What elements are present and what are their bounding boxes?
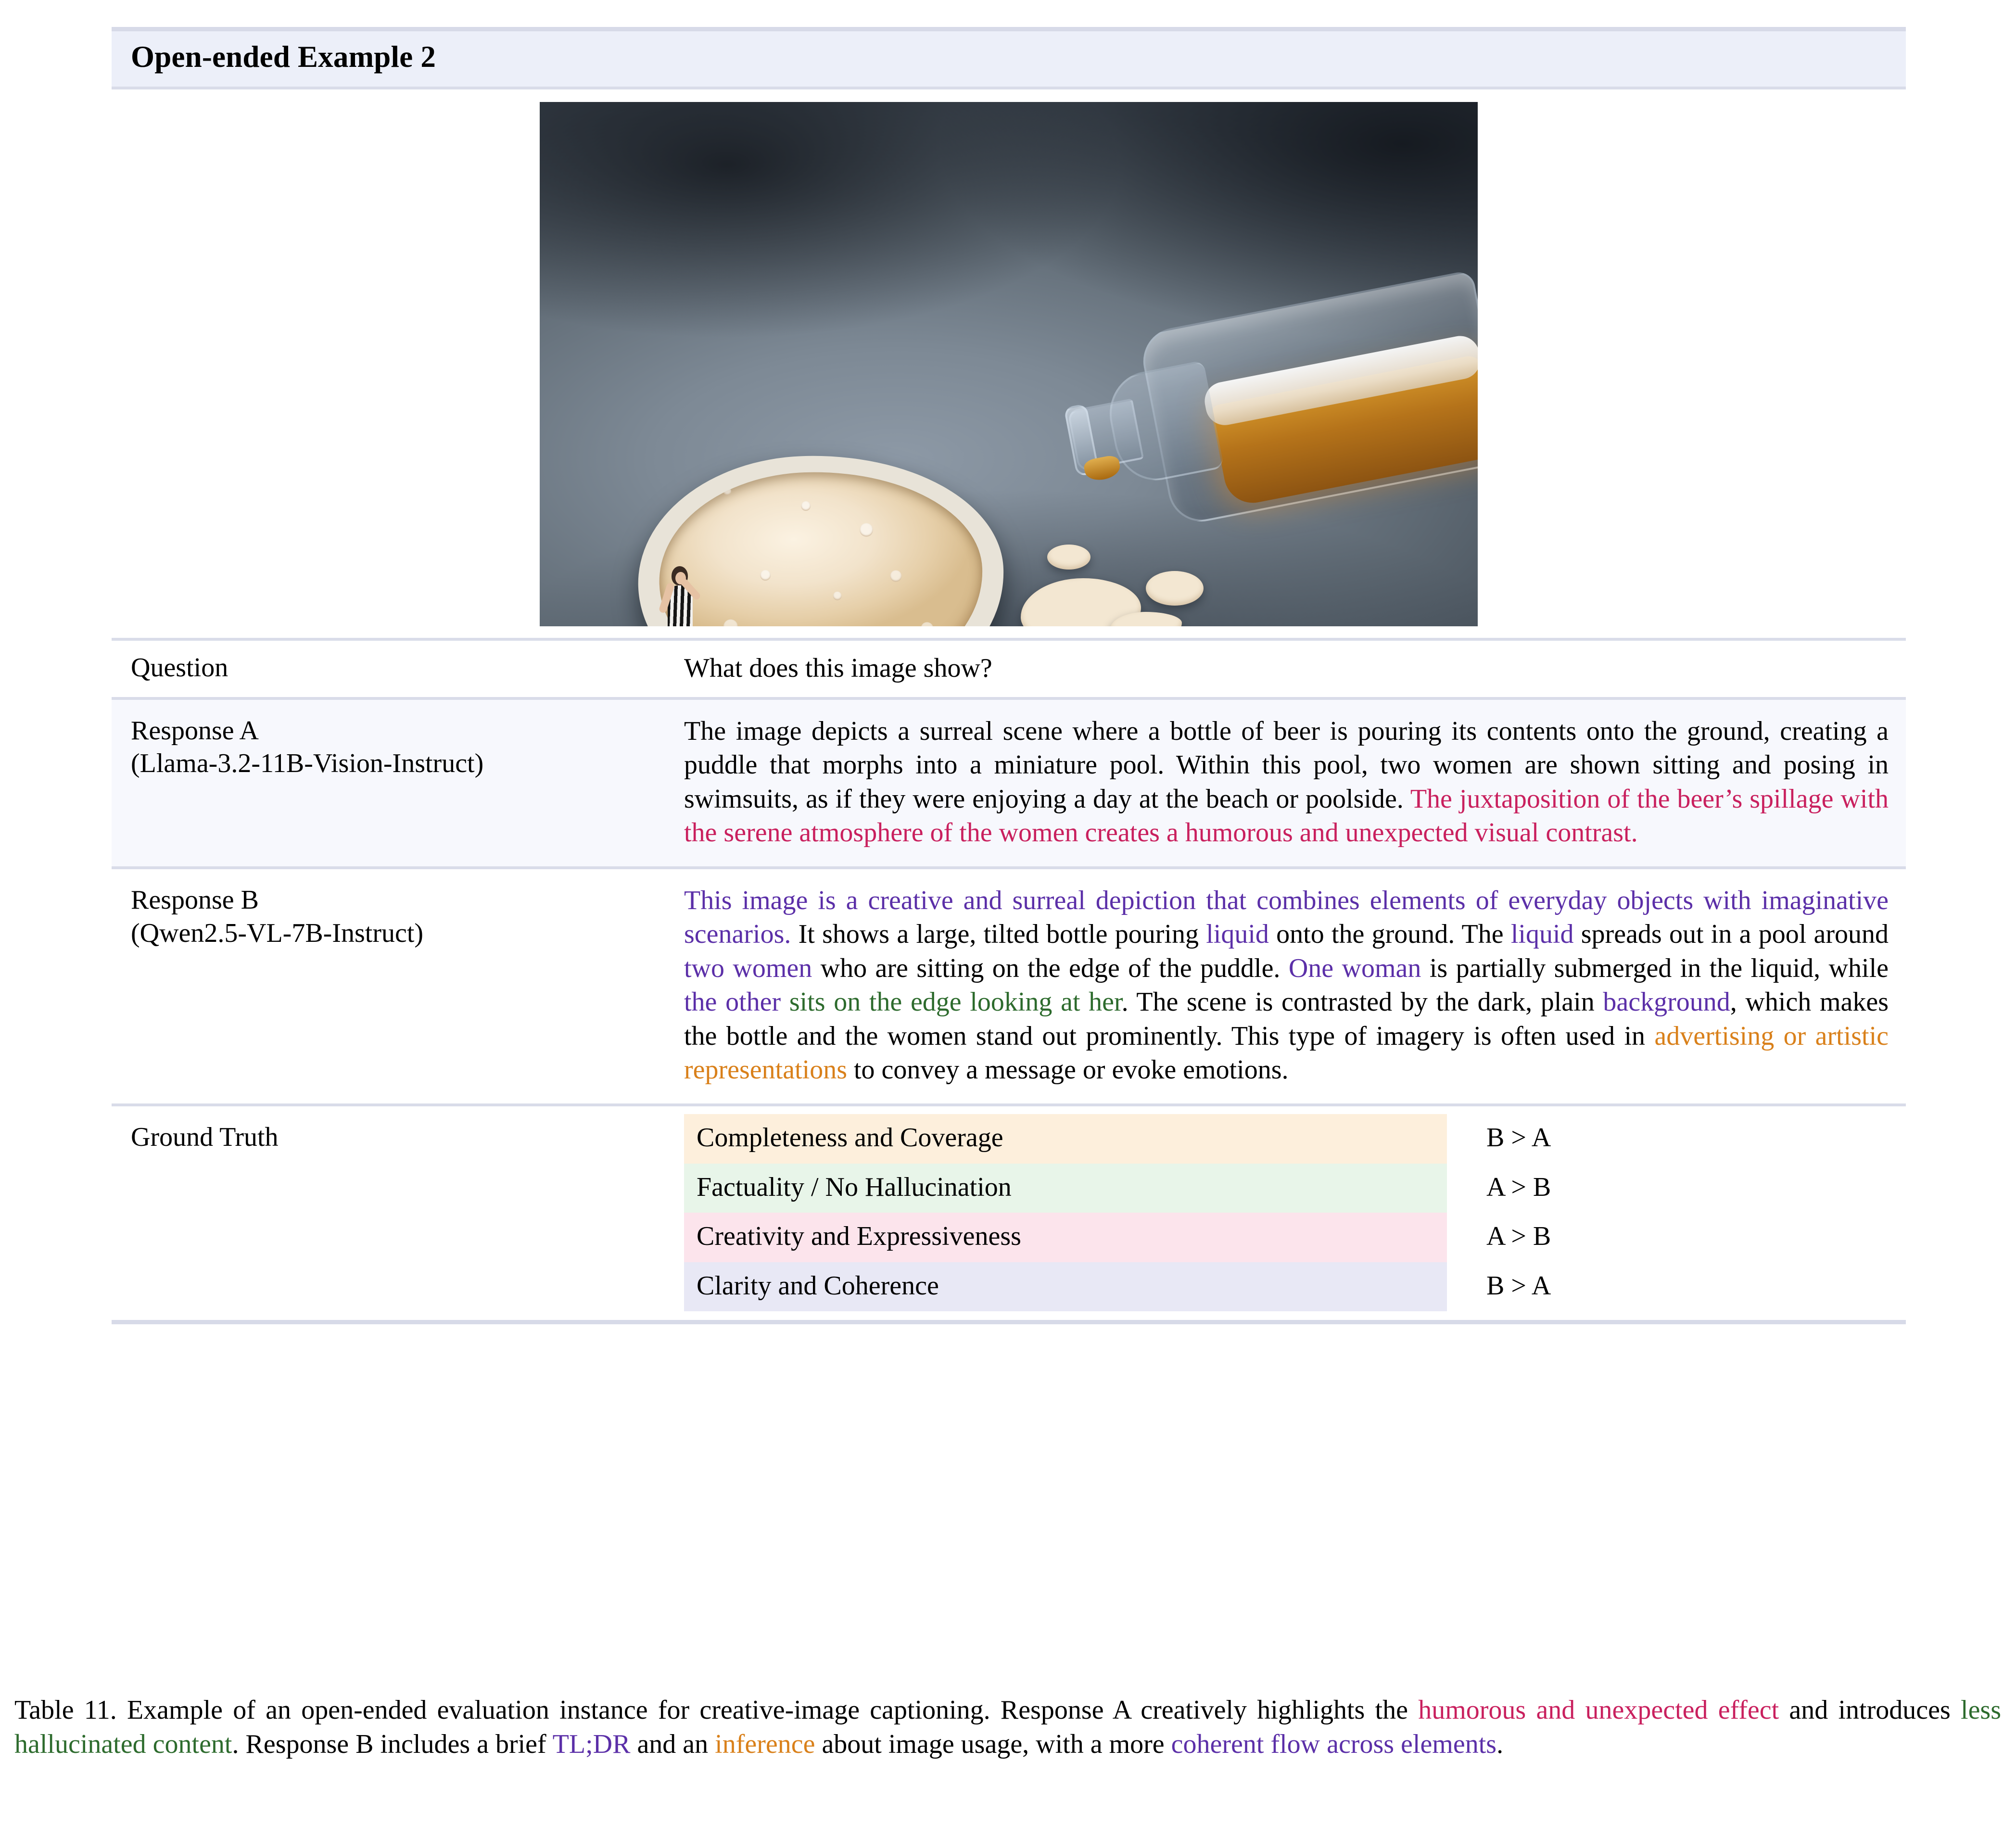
response-b-highlight-purple-2: liquid [1206,919,1269,950]
caption-plain-2: and introduces [1779,1695,1961,1725]
question-row [112,641,1906,697]
response-b-plain-8: to convey a message or evoke emotions. [847,1055,1289,1085]
table-row [684,1164,1889,1213]
response-b-plain-4: who are sitting on the edge of the puddle. [812,953,1289,983]
table-row [684,1114,1889,1164]
table-top-rule [112,27,1906,31]
response-b-row [112,869,1906,1103]
response-b-plain-3: spreads out in a pool around [1573,919,1889,950]
foam-droplet [1047,545,1090,570]
question-label: Question [131,653,228,683]
ground-truth-label: Ground Truth [131,1122,279,1153]
response-b-plain-1: It shows a large, tilted bottle pouring [791,919,1206,950]
criterion-name: Creativity and Expressiveness [684,1213,1447,1262]
criterion-name: Completeness and Coverage [684,1114,1447,1164]
response-b-model-name: (Qwen2.5-VL-7B-Instruct) [131,918,424,948]
response-a-highlight-crimson: The juxtaposition of the beer’s spillage with the serene atmosphere of the women creates a humorous and unexpected visual contrast. [684,784,1889,848]
response-b-plain-6: . The scene is contrasted by the dark, plain [1121,987,1603,1017]
foam-pool-surface [656,466,987,626]
caption-plain-5: about image usage, with a more [815,1729,1171,1760]
example-table [112,27,1906,1324]
criterion-verdict: A > B [1486,1221,1551,1252]
ground-truth-table [684,1114,1889,1311]
criterion-name: Factuality / No Hallucination [684,1164,1447,1213]
caption-plain-6: . [1496,1729,1504,1760]
response-a-row [112,700,1906,866]
criterion-verdict: B > A [1486,1123,1551,1153]
woman-in-striped-swimsuit [664,566,698,626]
ground-truth-content [684,1106,1906,1320]
caption-plain-1: Table 11. Example of an open-ended evaluation instance for creative-image captioning. Response A creatively highlights the [14,1695,1419,1725]
response-a-label [112,700,684,795]
response-b-highlight-orange-1: advertising or artistic representations [684,1021,1889,1085]
table-caption [14,1693,2001,1762]
caption-highlight-green: less hallucinated content [14,1695,2002,1760]
response-b-highlight-purple-4: two women [684,953,812,983]
criterion-verdict: A > B [1486,1172,1551,1202]
table-row [684,1262,1889,1312]
response-b-highlight-purple-1: This image is a creative and surreal depiction that combines elements of everyday objects with imaginative scenarios. [684,885,1889,950]
caption-plain-4: and an [630,1729,715,1760]
response-b-highlight-purple-6: the other [684,987,781,1017]
beer-bottle-puddle-pool-photo [540,102,1478,626]
figure-image-row [112,89,1906,638]
criterion-verdict: B > A [1486,1270,1551,1301]
response-a-model-name: (Llama-3.2-11B-Vision-Instruct) [131,748,484,779]
response-b-text [684,869,1906,1103]
caption-highlight-tldr: TL;DR [552,1729,631,1760]
table-bottom-rule [112,1320,1906,1324]
caption-highlight-coherent-flow: coherent flow across elements [1171,1729,1497,1760]
response-b-plain-2: onto the ground. The [1268,919,1511,950]
question-text: What does this image show? [684,653,992,683]
response-b-highlight-purple-7: background [1603,987,1730,1017]
response-b-plain-7: , which makes the bottle and the women stand out prominently. This type of imagery is often used in [684,987,1889,1051]
page-title: Open-ended Example 2 [131,40,436,74]
ground-truth-row [112,1106,1906,1320]
response-a-text [684,700,1906,866]
response-b-highlight-green-1: sits on the edge looking at her [781,987,1122,1017]
response-b-highlight-purple-5: One woman [1288,953,1421,983]
caption-highlight-crimson: humorous and unexpected effect [1418,1695,1779,1725]
response-b-plain-5: is partially submerged in the liquid, while [1421,953,1889,983]
criterion-name: Clarity and Coherence [684,1262,1447,1312]
response-a-plain-1: The image depicts a surreal scene where a bottle of beer is pouring its contents onto the ground, creating a puddle that morphs into a miniature pool. Within this pool, two women are shown sitting and posing in swimsuits, as if they were enjoying a day at the beach or poolside. [684,716,1889,814]
foam-splash [1146,571,1204,606]
response-b-label [112,869,684,964]
caption-highlight-inference: inference [715,1729,815,1760]
response-a-label-line1: Response A [131,715,259,746]
table-row [684,1213,1889,1262]
response-b-highlight-purple-3: liquid [1510,919,1574,950]
caption-plain-3: . Response B includes a brief [232,1729,553,1760]
table-title-row [112,31,1906,87]
response-b-label-line1: Response B [131,885,259,915]
